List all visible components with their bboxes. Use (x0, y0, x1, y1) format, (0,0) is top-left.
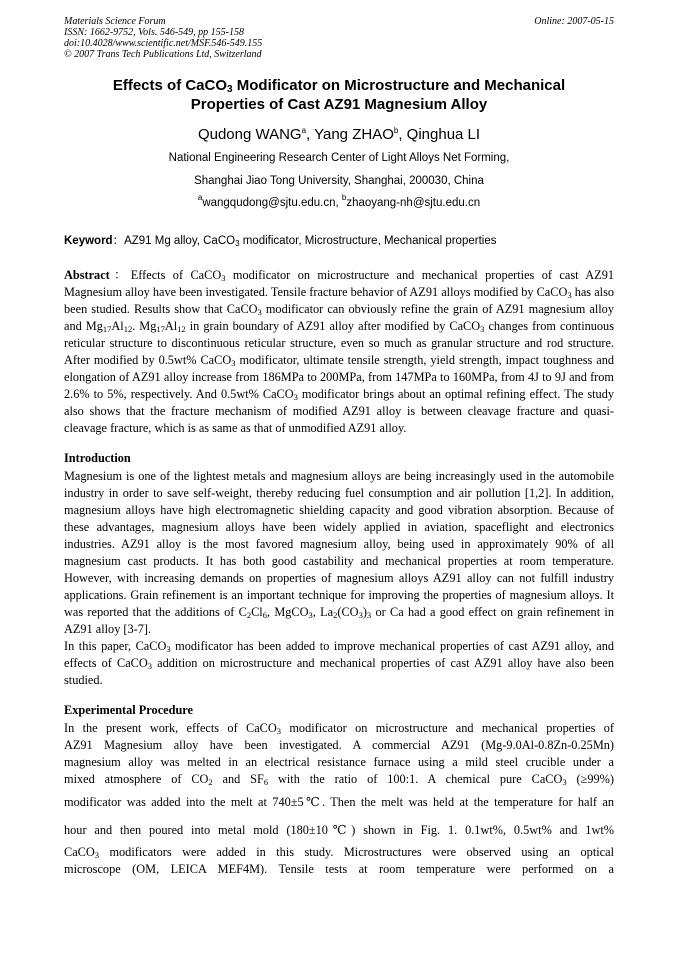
exp-text: CaCO (64, 845, 95, 859)
journal-doi[interactable]: doi:10.4028/www.scientific.net/MSF.546-549.155 (64, 38, 263, 49)
author-2: , Yang ZHAO (306, 126, 394, 143)
subscript: 3 (257, 307, 262, 317)
text-line: magnesium alloy was melted in an electrical resistance furnace using a mild steel crucible under a (64, 755, 614, 769)
intro-text: ) (362, 605, 367, 619)
title-subscript: 3 (227, 84, 233, 95)
abstract-text: ：Effects of CaCO (109, 268, 222, 282)
intro-text: modificator has been added to improve mechanical properties of cast AZ91 alloy, and effects of CaCO (64, 639, 615, 670)
email-a-marker: a (197, 193, 203, 202)
author-1-marker: a (301, 126, 307, 135)
author-2-marker: b (393, 126, 399, 135)
keywords-text: modificator, Microstructure, Mechanical properties (239, 235, 497, 247)
subscript: 3 (480, 324, 485, 334)
exp-text: modificators were added in this study. Microstructures were observed using an optical (99, 845, 614, 859)
exp-text: with the ratio of 100:1. A chemical pure CaCO (268, 772, 563, 786)
subscript: 2 (246, 610, 252, 620)
online-date: Online: 2007-05-15 (534, 16, 614, 27)
keywords (64, 234, 614, 248)
abstract-text: changes from continuous reticular structure to discontinuous reticular structure, even so much as granular structure and rod structure. After modified by 0.5wt% CaCO (64, 319, 614, 367)
text-line: modificator was added into the melt at 740±5℃. Then the melt was held at the temperature for half an (64, 795, 614, 809)
subscript: 3 (567, 290, 572, 300)
abstract-label: Abstract (64, 268, 110, 282)
paper-title (64, 76, 614, 114)
abstract-text: modificator can obviously refine the grain of AZ91 magnesium alloy and Mg (64, 302, 614, 333)
abstract-text: modificator, ultimate tensile strength, yield strength, impact toughness and elongation of AZ91 alloy increase from 186MPa to 200MPa, from 147MPa to 160MPa, from 4J to 9J and from 2.6% to 5%, respectively. And 0.5wt% CaCO (64, 353, 614, 401)
text-line (64, 720, 614, 737)
exp-text: and SF (212, 772, 264, 786)
keywords-label: Keyword (64, 235, 113, 247)
author-emails (64, 193, 614, 210)
exp-text: mixed atmosphere of CO (64, 772, 209, 786)
subscript: 3 (94, 850, 99, 860)
subscript: 3 (147, 661, 153, 671)
abstract-text: has also been studied. Results show that CaCO (64, 285, 615, 316)
intro-text: (CO (337, 605, 359, 619)
subscript: 6 (263, 777, 269, 787)
introduction-paragraph-1 (64, 468, 614, 638)
author-3: , Qinghua LI (398, 126, 481, 143)
subscript: 17 (156, 324, 165, 334)
experimental-paragraph (64, 720, 614, 878)
title-part: Effects of CaCO (112, 77, 228, 94)
email-b-marker: b (341, 193, 347, 202)
intro-text: Magnesium is one of the lightest metals and magnesium alloys are being increasingly used in the automobile industry in order to save self-weight, thereby reducing fuel consumption and air pollution [1,2]. In addition, magnesium alloys have high electromagnetic shielding capacity and good vibration absorption. Because of these advantages, magnesium alloys have been widely applied in aviation, spaceflight and electronics industries. AZ91 alloy is the most favored magnesium alloy, being used in approximately 90% of all magnesium cast products. It has both good castability and mechanical properties at room temperature. However, with increasing demands on properties of magnesium alloys AZ91 alloy can not fulfill industry applications. Grain refinement is an important technique for improving the properties of magnesium alloys. It was reported that the additions of C (64, 469, 614, 619)
email-b[interactable]: zhaoyang-nh@sjtu.edu.cn (346, 197, 481, 209)
affiliation-line-1: National Engineering Research Center of Light Alloys Net Forming, (168, 152, 510, 164)
text-line: AZ91 Magnesium alloy have been investigated. A commercial AZ91 (Mg-9.0Al-0.8Zn-0.25Mn) (64, 738, 614, 752)
subscript: 3 (562, 777, 567, 787)
abstract-text: in grain boundary of AZ91 alloy after modified by CaCO (185, 319, 481, 333)
text-line (64, 844, 614, 861)
intro-text: Cl (251, 605, 263, 619)
introduction-heading: Introduction (64, 451, 131, 465)
abstract-text: modificator brings about an optimal refining effect. The study also shows that the fracture mechanism of modified AZ91 alloy is between cleavage fracture and quasi-cleavage fracture, which is as same as that of unmodified AZ91 alloy. (64, 387, 614, 435)
affiliation-line-2: Shanghai Jiao Tong University, Shanghai, 200030, China (194, 175, 484, 187)
subscript: 3 (166, 644, 171, 654)
author-1: Qudong WANG (197, 126, 302, 143)
experimental-heading: Experimental Procedure (64, 703, 193, 717)
abstract-text: . Mg (132, 319, 157, 333)
journal-name: Materials Science Forum (64, 16, 166, 27)
subscript: 3 (293, 392, 298, 402)
abstract-text: Al (111, 319, 124, 333)
subscript: 12 (177, 324, 186, 334)
title-part: Modificator on Microstructure and Mechanical (232, 77, 566, 94)
exp-text: In the present work, effects of CaCO (64, 721, 277, 735)
text-line: microscope (OM, LEICA MEF4M). Tensile tests at room temperature were performed on a (64, 862, 614, 876)
intro-text: , MgCO (266, 605, 309, 619)
exp-text: (≥99%) (566, 772, 614, 786)
author-list (64, 126, 614, 144)
intro-text: , La (312, 605, 334, 619)
subscript: 2 (333, 610, 338, 620)
introduction-paragraph-2 (64, 638, 614, 689)
intro-text: addition on microstructure and mechanical properties of cast AZ91 alloy have also been studied. (64, 656, 614, 687)
title-line-2: Properties of Cast AZ91 Magnesium Alloy (190, 96, 488, 113)
intro-text: In this paper, CaCO (64, 639, 167, 653)
intro-text: or Ca had a good effect on grain refinement in AZ91 alloy [3-7]. (64, 605, 614, 636)
journal-info (64, 16, 262, 60)
journal-header (64, 16, 614, 60)
subscript: 3 (221, 273, 226, 283)
subscript: 12 (123, 324, 133, 334)
text-line: hour and then poured into metal mold (180±10℃) shown in Fig. 1. 0.1wt%, 0.5wt% and 1wt% (64, 823, 614, 837)
subscript: 6 (262, 610, 267, 620)
journal-copyright: © 2007 Trans Tech Publications Ltd, Switzerland (64, 49, 262, 60)
keywords-subscript: 3 (235, 239, 240, 248)
exp-text: modificator on microstructure and mechanical properties of (281, 721, 614, 735)
email-a[interactable]: wangqudong@sjtu.edu.cn, (202, 197, 342, 209)
journal-issn: ISSN: 1662-9752, Vols. 546-549, pp 155-158 (64, 27, 244, 38)
abstract (64, 267, 614, 437)
subscript: 2 (208, 777, 213, 787)
subscript: 17 (102, 324, 112, 334)
subscript: 3 (358, 610, 363, 620)
subscript: 3 (276, 726, 282, 736)
abstract-text: Al (164, 319, 178, 333)
subscript: 3 (308, 610, 313, 620)
keywords-text: ：AZ91 Mg alloy, CaCO (112, 235, 236, 247)
subscript: 3 (231, 358, 236, 368)
subscript: 3 (366, 610, 372, 620)
text-line (64, 771, 614, 788)
abstract-text: modificator on microstructure and mechanical properties of cast AZ91 Magnesium alloy have been investigated. Tensile fracture behavior of AZ91 alloys modified by CaCO (64, 268, 614, 299)
